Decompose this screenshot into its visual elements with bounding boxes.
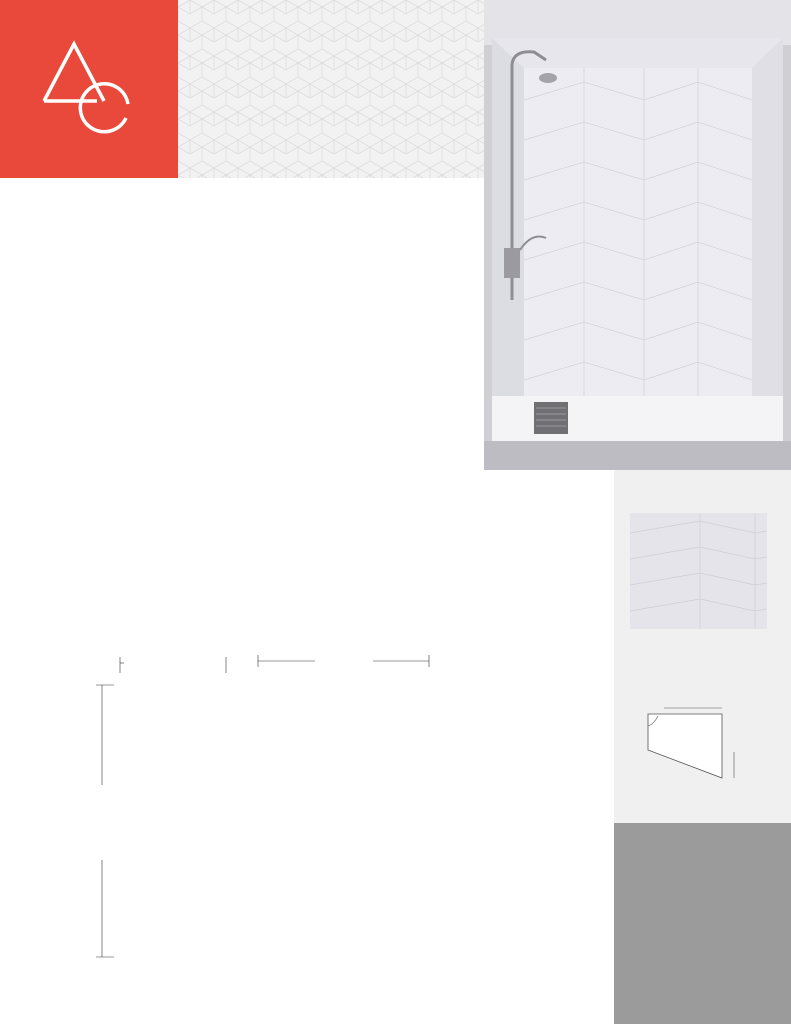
logo-mark xyxy=(0,0,178,178)
panel-dimensions-diagram xyxy=(84,645,604,965)
shower-photo xyxy=(484,0,791,470)
contact-box xyxy=(614,823,791,1024)
cube-pattern xyxy=(178,0,484,178)
pattern-swatch xyxy=(630,513,767,629)
tile-detail-diagram xyxy=(614,690,791,800)
brand-logo xyxy=(0,0,178,178)
shower-illustration xyxy=(484,0,791,470)
pattern-swatch-illustration xyxy=(630,513,767,629)
header-pattern xyxy=(178,0,484,178)
